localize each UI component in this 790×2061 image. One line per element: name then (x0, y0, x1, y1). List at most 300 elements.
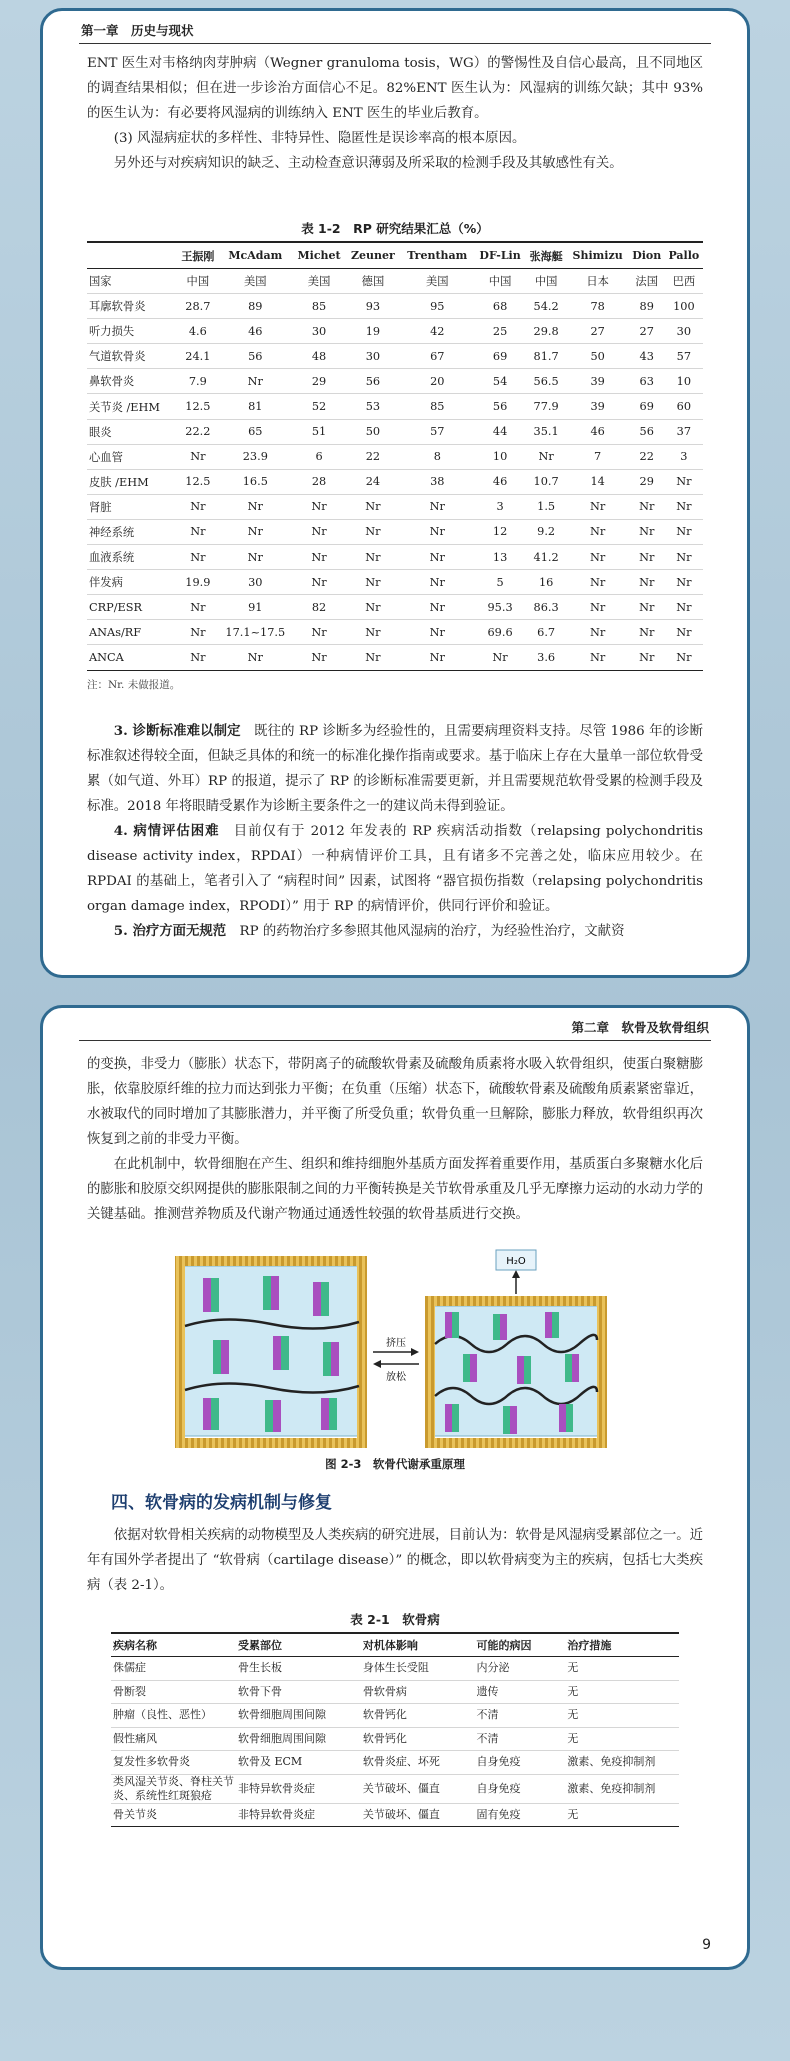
table-cell: 20 (400, 369, 474, 394)
table-cell: Nr (177, 595, 218, 620)
table-cell: Nr (629, 494, 665, 519)
table-cell: 无 (565, 1680, 679, 1704)
table-cell: 43 (629, 344, 665, 369)
table-cell: 10 (665, 369, 703, 394)
collagen-bar-top (425, 1296, 607, 1306)
table-cell: 17.1~17.5 (218, 620, 292, 645)
table-cell: 22 (346, 444, 400, 469)
table-title: 表 1-2 RP 研究结果汇总（%） (301, 221, 489, 236)
table-cell: Nr (218, 545, 292, 570)
table-cell: 24 (346, 469, 400, 494)
table-cell: Nr (346, 570, 400, 595)
table-cell: Nr (665, 519, 703, 544)
column-header: 可能的病因 (475, 1633, 566, 1657)
table-row (111, 1680, 679, 1704)
table-cell: Nr (346, 494, 400, 519)
item-3 (87, 719, 703, 819)
table-2-1 (111, 1610, 679, 1827)
table-cell: 无 (565, 1704, 679, 1728)
table-cell: Nr (567, 595, 629, 620)
table-cell: 25 (474, 319, 525, 344)
table-cell: 软骨钙化 (361, 1704, 475, 1728)
table-cell: 82 (292, 595, 345, 620)
table-cell: Nr (177, 444, 218, 469)
table-cell: Nr (567, 620, 629, 645)
column-header: McAdam (218, 242, 292, 269)
running-head (79, 1014, 711, 1041)
table-cell: 非特异软骨炎症 (236, 1774, 361, 1803)
collagen-bar-right (597, 1296, 607, 1448)
table-cell: 中国 (177, 269, 218, 294)
collagen-bar-bottom (425, 1438, 607, 1448)
table-row (87, 344, 703, 369)
item-4-title: 4. 病情评估困难 (113, 823, 220, 839)
table-cell: Nr (567, 645, 629, 670)
table-cell: 软骨及 ECM (236, 1751, 361, 1775)
table-cell: 4.6 (177, 319, 218, 344)
column-header: Pallo (665, 242, 703, 269)
table-cell: Nr (567, 494, 629, 519)
paragraph: 另外还与对疾病知识的缺乏、主动检查意识薄弱及所采取的检测手段及其敏感性有关。 (113, 156, 623, 171)
table-cell: 29 (292, 369, 345, 394)
table-cell: Nr (400, 545, 474, 570)
table-cell: 89 (218, 294, 292, 319)
column-header: DF-Lin (474, 242, 525, 269)
table-cell: 78 (567, 294, 629, 319)
page2-text (87, 1052, 703, 1227)
table-row (87, 369, 703, 394)
table-cell: Nr (218, 645, 292, 670)
table-cell: Nr (346, 620, 400, 645)
table-cell: 27 (629, 319, 665, 344)
page-number: 9 (702, 1937, 711, 1953)
table-cell: 37 (665, 419, 703, 444)
section-text (87, 1523, 703, 1598)
table-row (87, 444, 703, 469)
table-cell: 心血管 (87, 444, 177, 469)
table-cell: ANAs/RF (87, 620, 177, 645)
table-cell: 56.5 (526, 369, 567, 394)
table-cell: 3.6 (526, 645, 567, 670)
table-cell: 39 (567, 394, 629, 419)
table-1-2 (87, 219, 703, 692)
table-cell: 28 (292, 469, 345, 494)
section-title: 四、软骨病的发病机制与修复 (111, 1493, 332, 1513)
table-cell: Nr (629, 519, 665, 544)
table-cell: Nr (400, 494, 474, 519)
table-cell: 56 (629, 419, 665, 444)
table-cell: 30 (292, 319, 345, 344)
table-cell: 60 (665, 394, 703, 419)
table-cell: 12.5 (177, 469, 218, 494)
table-cell: 16.5 (218, 469, 292, 494)
table-row (111, 1803, 679, 1827)
table-cell: Nr (665, 545, 703, 570)
table-row (87, 419, 703, 444)
item-3-title: 3. 诊断标准难以制定 (113, 723, 241, 739)
table-cell: 鼻软骨炎 (87, 369, 177, 394)
table-cell: 耳廓软骨炎 (87, 294, 177, 319)
table-row (87, 269, 703, 294)
table-cell: Nr (218, 369, 292, 394)
table-cell: 91 (218, 595, 292, 620)
table-cell: 44 (474, 419, 525, 444)
table-cell: Nr (292, 645, 345, 670)
water-arrowhead (512, 1270, 520, 1278)
table-cell: 29 (629, 469, 665, 494)
table-cell: 54.2 (526, 294, 567, 319)
table-cell: 95.3 (474, 595, 525, 620)
table-cell: Nr (400, 519, 474, 544)
item-4 (87, 819, 703, 919)
table-row (111, 1657, 679, 1681)
table-cell: 24.1 (177, 344, 218, 369)
table-cell: 29.8 (526, 319, 567, 344)
table-cell: 关节炎 /EHM (87, 394, 177, 419)
collagen-bar-left (425, 1296, 435, 1448)
table-cell: 关节破坏、僵直 (361, 1803, 475, 1827)
table-cell: 血液系统 (87, 545, 177, 570)
table-cell: 53 (346, 394, 400, 419)
running-head-text: 第二章 软骨及软骨组织 (571, 1020, 709, 1035)
table-cell: 复发性多软骨炎 (111, 1751, 236, 1775)
release-label: 放松 (386, 1372, 406, 1383)
table-cell: 自身免疫 (475, 1774, 566, 1803)
table-cell: 81.7 (526, 344, 567, 369)
table-cell: Nr (629, 595, 665, 620)
book-page-1 (40, 8, 750, 978)
table-cell: 100 (665, 294, 703, 319)
table-cell: 听力损失 (87, 319, 177, 344)
table-cell: 54 (474, 369, 525, 394)
table-cell: 3 (474, 494, 525, 519)
table-cell: 假性痛风 (111, 1727, 236, 1751)
table-row (87, 645, 703, 670)
table-row (87, 595, 703, 620)
paragraph: ENT 医生对韦格纳肉芽肿病（Wegner granuloma tosis，WG）的警惕性及自信心最高，且不同地区的调查结果相似；但在进一步诊治方面信心不足。82%ENT 医生认为：风湿病的训练欠缺；其中 93% 的医生认为：有必要将风湿病的训练纳入 ENT 医生的毕业后教育。 (87, 56, 703, 121)
table-cell: 57 (665, 344, 703, 369)
table-row (87, 294, 703, 319)
table-cell: 77.9 (526, 394, 567, 419)
table-cell: CRP/ESR (87, 595, 177, 620)
column-header: Michet (292, 242, 345, 269)
numbered-items (87, 719, 703, 944)
column-header: 疾病名称 (111, 1633, 236, 1657)
water-label: H₂O (506, 1256, 526, 1267)
table-cell: Nr (292, 519, 345, 544)
table-cell: 81 (218, 394, 292, 419)
table-cell: 伴发病 (87, 570, 177, 595)
table-cell: 38 (400, 469, 474, 494)
running-head-text: 第一章 历史与现状 (81, 23, 194, 38)
table-cell: 内分泌 (475, 1657, 566, 1681)
table-cell: 69 (629, 394, 665, 419)
table-cell: 软骨下骨 (236, 1680, 361, 1704)
table-cell: 气道软骨炎 (87, 344, 177, 369)
table-cell: Nr (665, 620, 703, 645)
table-cell: 68 (474, 294, 525, 319)
table-cell: Nr (400, 645, 474, 670)
table-cell: 关节破坏、僵直 (361, 1774, 475, 1803)
table-cell: Nr (665, 570, 703, 595)
table-cell: 14 (567, 469, 629, 494)
book-page-2 (40, 1005, 750, 1970)
table-cell: 46 (474, 469, 525, 494)
paragraph: 在此机制中，软骨细胞在产生、组织和维持细胞外基质方面发挥着重要作用，基质蛋白多聚糖水化后的膨胀和胶原交织网提供的膨胀限制之间的力平衡转换是关节软骨承重及几乎无摩擦力运动的水动力学的关键基础。推测营养物质及代谢产物通过通透性较强的软骨基质进行交换。 (87, 1157, 703, 1222)
table-cell: 95 (400, 294, 474, 319)
table-cell: 骨生长板 (236, 1657, 361, 1681)
collagen-bar-left (175, 1256, 185, 1448)
collagen-bar-top (175, 1256, 367, 1266)
item-5-text: RP 的药物治疗多参照其他风湿病的治疗，为经验性治疗，文献资 (226, 924, 625, 939)
table-cell: 6.7 (526, 620, 567, 645)
table-cell: 国家 (87, 269, 177, 294)
table-cell: 27 (567, 319, 629, 344)
table-cell: 软骨细胞周围间隙 (236, 1704, 361, 1728)
table-row (111, 1751, 679, 1775)
table-cell: 63 (629, 369, 665, 394)
item-3-text: 既往的 RP 诊断多为经验性的，且需要病理资料支持。尽管 1986 年的诊断标准叙述得较全面，但缺乏具体的和统一的标准化操作指南或要求。基于临床上存在大量单一部位软骨受累（如气道、外耳）RP 的报道，提示了 RP 的诊断标准需要更新，并且需要规范软骨受累的检测手段及标准。2018 年将眼睛受累作为诊断主要条件之一的建议尚未得到验证。 (87, 724, 703, 814)
table-cell: 13 (474, 545, 525, 570)
table-cell: 41.2 (526, 545, 567, 570)
column-header: 受累部位 (236, 1633, 361, 1657)
table-cell: 48 (292, 344, 345, 369)
table-cell: 22 (629, 444, 665, 469)
table-cell: Nr (526, 444, 567, 469)
table-cell: 85 (292, 294, 345, 319)
table-cell: Nr (629, 620, 665, 645)
compress-label: 挤压 (386, 1338, 406, 1349)
table-cell: 52 (292, 394, 345, 419)
table-cell: 30 (346, 344, 400, 369)
table-cell: 10 (474, 444, 525, 469)
rp-results-table (87, 241, 703, 671)
table-cell: 巴西 (665, 269, 703, 294)
table-cell: 激素、免疫抑制剂 (565, 1774, 679, 1803)
table-cell: 46 (567, 419, 629, 444)
table-cell: 46 (218, 319, 292, 344)
release-arrowhead (373, 1360, 381, 1368)
table-cell: 神经系统 (87, 519, 177, 544)
table-cell: Nr (567, 570, 629, 595)
collagen-bar-right (357, 1256, 367, 1448)
item-5-title: 5. 治疗方面无规范 (113, 923, 227, 939)
table-cell: 50 (567, 344, 629, 369)
table-cell: 软骨钙化 (361, 1727, 475, 1751)
table-cell: 非特异软骨炎症 (236, 1803, 361, 1827)
table-row (87, 319, 703, 344)
table-cell: 美国 (218, 269, 292, 294)
table-cell: Nr (400, 620, 474, 645)
table-row (87, 469, 703, 494)
table-cell: 软骨细胞周围间隙 (236, 1727, 361, 1751)
table-cell: Nr (665, 595, 703, 620)
table-cell: 6 (292, 444, 345, 469)
table-cell: Nr (629, 570, 665, 595)
compress-arrowhead (411, 1348, 419, 1356)
table-cell: Nr (177, 494, 218, 519)
table-cell: Nr (292, 494, 345, 519)
table-cell: 软骨炎症、坏死 (361, 1751, 475, 1775)
table-row (111, 1727, 679, 1751)
table-note: 注：Nr. 未做报道。 (87, 678, 181, 691)
table-cell: 自身免疫 (475, 1751, 566, 1775)
table-cell: Nr (567, 545, 629, 570)
table-cell: Nr (218, 519, 292, 544)
intro-text (87, 51, 703, 176)
table-cell: Nr (400, 595, 474, 620)
table-cell: 65 (218, 419, 292, 444)
table-row (87, 494, 703, 519)
table-cell: 类风湿关节炎、脊柱关节炎、系统性红斑狼疮 (113, 1774, 234, 1802)
collagen-bar-bottom (175, 1438, 367, 1448)
table-row (87, 620, 703, 645)
table-cell: Nr (665, 494, 703, 519)
table-cell: Nr (346, 519, 400, 544)
column-header: Dion (629, 242, 665, 269)
table-cell: Nr (177, 519, 218, 544)
table-cell: 固有免疫 (475, 1803, 566, 1827)
table-cell: Nr (346, 595, 400, 620)
table-cell: 30 (665, 319, 703, 344)
table-row (87, 519, 703, 544)
column-header: Trentham (400, 242, 474, 269)
table-cell: ANCA (87, 645, 177, 670)
table-cell: 9.2 (526, 519, 567, 544)
table-cell: 法国 (629, 269, 665, 294)
table-cell: 8 (400, 444, 474, 469)
table-cell: 肾脏 (87, 494, 177, 519)
table-cell: 7 (567, 444, 629, 469)
table-cell: 12.5 (177, 394, 218, 419)
table-cell: Nr (629, 645, 665, 670)
cartilage-disease-table (111, 1632, 679, 1827)
item-5 (87, 919, 703, 944)
table-cell: 德国 (346, 269, 400, 294)
column-header: 治疗措施 (565, 1633, 679, 1657)
table-row (87, 570, 703, 595)
column-header (87, 242, 177, 269)
table-cell: 16 (526, 570, 567, 595)
table-cell: 无 (565, 1803, 679, 1827)
table-cell: 22.2 (177, 419, 218, 444)
table-cell: 57 (400, 419, 474, 444)
table-cell: 眼炎 (87, 419, 177, 444)
table-cell: 39 (567, 369, 629, 394)
column-header: 对机体影响 (361, 1633, 475, 1657)
cartilage-loading-figure (173, 1248, 613, 1458)
figure-caption: 图 2-3 软骨代谢承重原理 (325, 1457, 465, 1471)
table-cell: 69.6 (474, 620, 525, 645)
table-title: 表 2-1 软骨病 (350, 1612, 440, 1627)
table-row (87, 545, 703, 570)
table-cell: 身体生长受阻 (361, 1657, 475, 1681)
table-cell: 51 (292, 419, 345, 444)
table-cell: 50 (346, 419, 400, 444)
table-cell: 不清 (475, 1704, 566, 1728)
table-cell: Nr (292, 570, 345, 595)
table-cell: 美国 (400, 269, 474, 294)
table-cell: 肿瘤（良性、恶性） (111, 1704, 236, 1728)
table-cell: 骨关节炎 (111, 1803, 236, 1827)
table-cell: Nr (400, 570, 474, 595)
table-cell: 30 (218, 570, 292, 595)
table-cell: 激素、免疫抑制剂 (565, 1751, 679, 1775)
table-row (111, 1774, 679, 1803)
table-cell: 骨断裂 (111, 1680, 236, 1704)
table-cell: 12 (474, 519, 525, 544)
table-cell: Nr (177, 545, 218, 570)
table-cell: 1.5 (526, 494, 567, 519)
column-header: 张海艇 (526, 242, 567, 269)
table-cell: 5 (474, 570, 525, 595)
table-row (87, 394, 703, 419)
running-head (79, 17, 711, 44)
table-row (111, 1704, 679, 1728)
table-cell: 69 (474, 344, 525, 369)
table-cell: Nr (346, 545, 400, 570)
table-cell: 23.9 (218, 444, 292, 469)
table-cell: 无 (565, 1727, 679, 1751)
item-4-text: 目前仅有于 2012 年发表的 RP 疾病活动指数（relapsing polychondritis disease activity index，RPDAI）一种病情评价工具，且有诸多不完善之处，临床应用较少。在 RPDAI 的基础上，笔者引入了 “病程时间” 因素，试图将 “器官损伤指数（relapsing polychondritis organ damage index，RPODI）” 用于 RP 的病情评价，供同行评价和验证。 (87, 824, 703, 914)
column-header: Zeuner (346, 242, 400, 269)
table-cell: 无 (565, 1657, 679, 1681)
table-cell: 56 (474, 394, 525, 419)
table-cell: Nr (474, 645, 525, 670)
table-cell: Nr (292, 620, 345, 645)
table-cell: Nr (177, 620, 218, 645)
table-cell: 日本 (567, 269, 629, 294)
table-cell: 美国 (292, 269, 345, 294)
table-cell: Nr (346, 645, 400, 670)
table-cell: 56 (218, 344, 292, 369)
table-cell: 10.7 (526, 469, 567, 494)
table-cell: 遗传 (475, 1680, 566, 1704)
table-cell: 86.3 (526, 595, 567, 620)
table-cell: 骨软骨病 (361, 1680, 475, 1704)
table-cell: 56 (346, 369, 400, 394)
table-cell: 35.1 (526, 419, 567, 444)
table-cell: Nr (218, 494, 292, 519)
table-cell: 19 (346, 319, 400, 344)
table-cell: 85 (400, 394, 474, 419)
table-cell: 不清 (475, 1727, 566, 1751)
table-cell: 中国 (474, 269, 525, 294)
table-cell: 皮肤 /EHM (87, 469, 177, 494)
column-header: 王振刚 (177, 242, 218, 269)
paragraph: (3) 风湿病症状的多样性、非特异性、隐匿性是误诊率高的根本原因。 (113, 131, 526, 146)
paragraph: 的变换，非受力（膨胀）状态下，带阴离子的硫酸软骨素及硫酸角质素将水吸入软骨组织，使蛋白聚糖膨胀，依靠胶原纤维的拉力而达到张力平衡；在负重（压缩）状态下，硫酸软骨素及硫酸角质素紧密靠近，水被取代的同时增加了其膨胀潜力，并平衡了所受负重；软骨负重一旦解除，膨胀力释放，软骨组织再次恢复到之前的非受力平衡。 (87, 1057, 703, 1147)
table-cell: Nr (177, 645, 218, 670)
table-cell: 42 (400, 319, 474, 344)
table-cell: 89 (629, 294, 665, 319)
table-cell: Nr (629, 545, 665, 570)
paragraph: 依据对软骨相关疾病的动物模型及人类疾病的研究进展，目前认为：软骨是风湿病受累部位之一。近年有国外学者提出了 “软骨病（cartilage disease）” 的概念，即以软骨病变为主的疾病，包括七大类疾病（表 2-1）。 (87, 1528, 703, 1593)
table-cell: 67 (400, 344, 474, 369)
table-cell: Nr (665, 645, 703, 670)
table-cell: Nr (567, 519, 629, 544)
table-cell: 93 (346, 294, 400, 319)
table-cell: 7.9 (177, 369, 218, 394)
table-cell: 侏儒症 (111, 1657, 236, 1681)
table-cell: Nr (292, 545, 345, 570)
table-cell: 19.9 (177, 570, 218, 595)
table-cell: 28.7 (177, 294, 218, 319)
column-header: Shimizu (567, 242, 629, 269)
table-cell: Nr (665, 469, 703, 494)
table-cell: 3 (665, 444, 703, 469)
table-cell: 中国 (526, 269, 567, 294)
